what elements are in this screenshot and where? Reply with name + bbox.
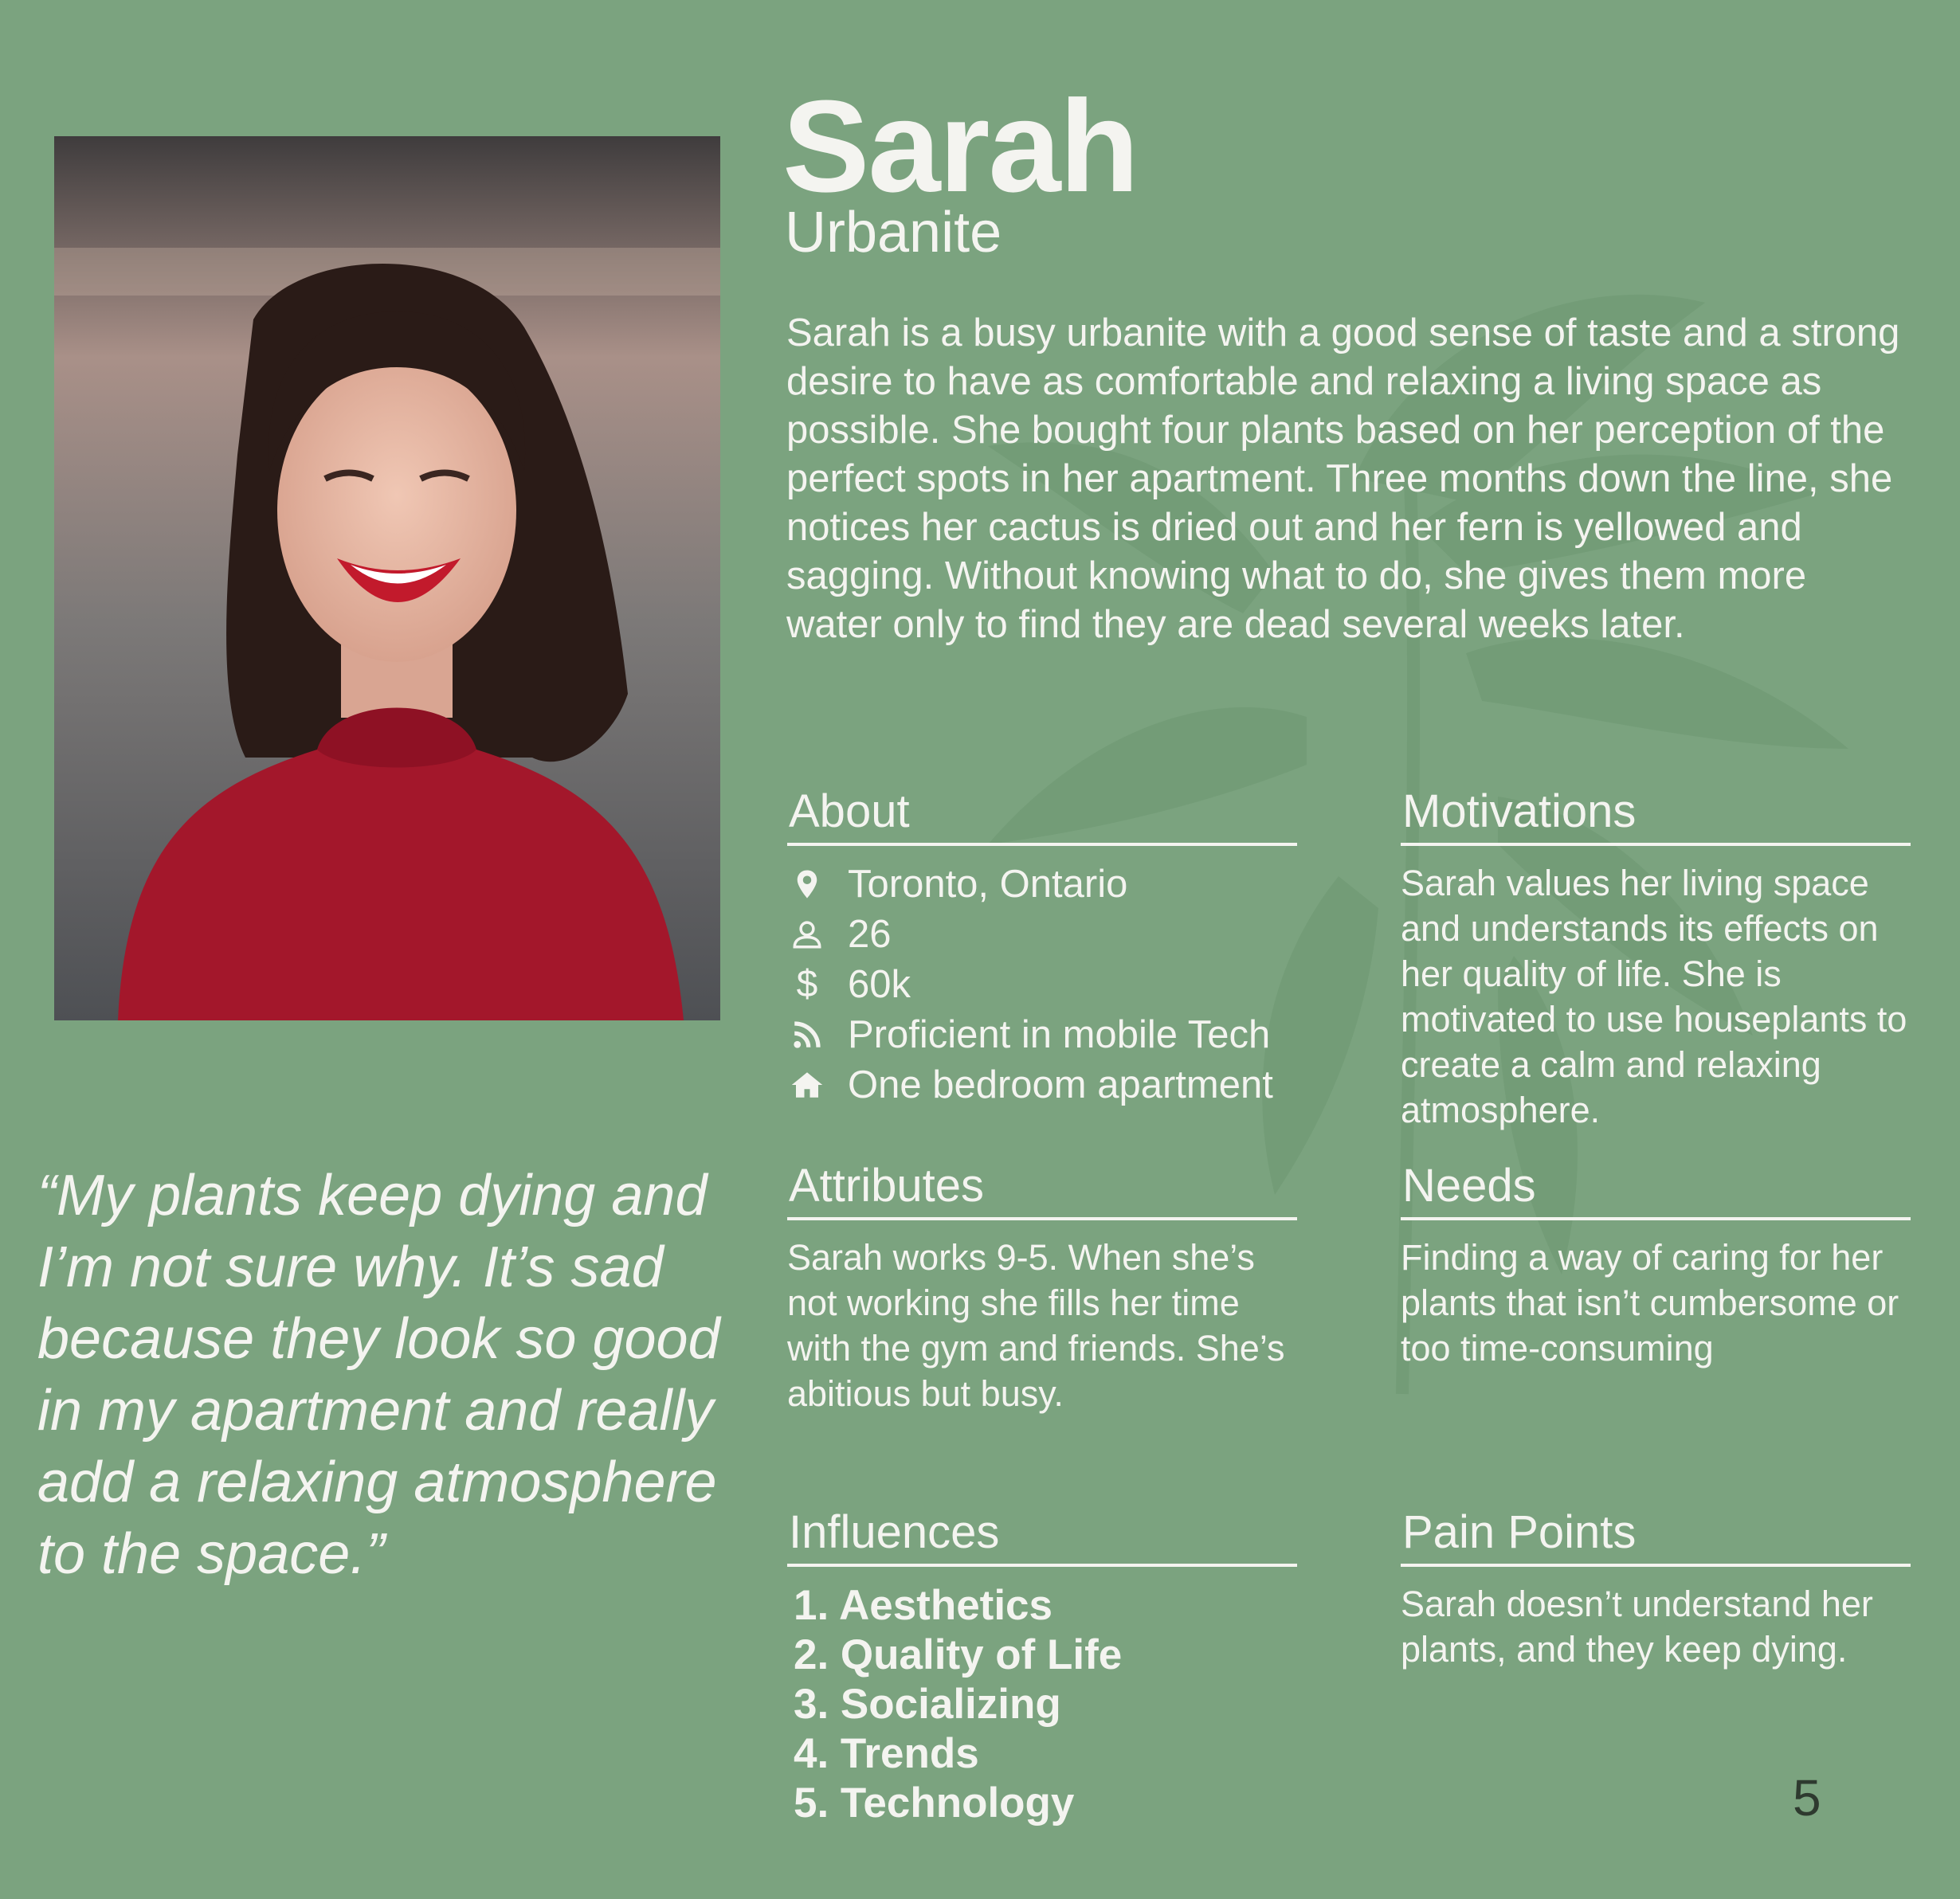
influences-heading: Influences [787,1509,1297,1567]
persona-name: Sarah [782,73,1138,219]
about-heading: About [787,789,1297,846]
motivations-text: Sarah values her living space and understands its effects on her quality of life. She is motivated to use houseplants to create a calm and relaxing atmosphere. [1401,863,1907,1130]
pain-points-section [1401,1506,1911,1672]
influence-item: 5. Technology [794,1780,1075,1827]
dollar-icon: $ [796,963,818,1005]
influence-item: 3. Socializing [794,1681,1061,1728]
about-item-label: Toronto, Ontario [848,862,1128,906]
about-item-age [787,909,1297,959]
influence-item: 2. Quality of Life [794,1631,1123,1678]
about-item-location [787,859,1297,909]
influences-list [794,1581,1297,1828]
influence-item: 1. Aesthetics [794,1582,1053,1629]
attributes-section [787,1160,1297,1416]
attributes-text: Sarah works 9-5. When she’s not working she fills her time with the gym and friends. She’s abitious but busy. [787,1237,1285,1414]
needs-text: Finding a way of caring for her plants that isn’t cumbersome or too time-consuming [1401,1237,1899,1368]
persona-quote: “My plants keep dying and I’m not sure why. It’s sad because they look so good in my apartment and really add a relaxing atmosphere to the space.” [37,1164,720,1586]
about-item-tech [787,1009,1297,1059]
persona-bio: Sarah is a busy urbanite with a good sense of taste and a strong desire to have as comfortable and relaxing a living space as possible. She bought four plants based on her perception of the perfect spots in her apartment. Three months down the line, she notices her cactus is dried out and her fern is yellowed and sagging. Without knowing what to do, she gives them more water only to find they are dead several weeks later. [786,311,1900,646]
influences-section [787,1506,1297,1828]
home-icon [787,1065,827,1105]
motivations-heading: Motivations [1401,789,1911,846]
needs-section [1401,1160,1911,1371]
location-pin-icon [787,864,827,904]
pain-points-text: Sarah doesn’t understand her plants, and they keep dying. [1401,1584,1873,1670]
about-item-label: One bedroom apartment [848,1063,1273,1106]
page-number: 5 [1793,1769,1821,1827]
about-item-label: Proficient in mobile Tech [848,1012,1271,1056]
about-item-label: 26 [848,912,892,956]
persona-role: Urbanite [785,201,1002,264]
rss-icon [787,1015,827,1055]
persona-photo [54,136,720,1020]
influence-item: 4. Trends [794,1730,979,1777]
attributes-heading: Attributes [787,1163,1297,1220]
about-item-label: 60k [848,962,911,1006]
about-list [787,859,1297,1110]
needs-heading: Needs [1401,1163,1911,1220]
about-item-income [787,959,1297,1009]
about-section [787,785,1297,1110]
about-item-home [787,1059,1297,1110]
pain-points-heading: Pain Points [1401,1509,1911,1567]
motivations-section [1401,785,1911,1133]
person-icon [787,914,827,954]
